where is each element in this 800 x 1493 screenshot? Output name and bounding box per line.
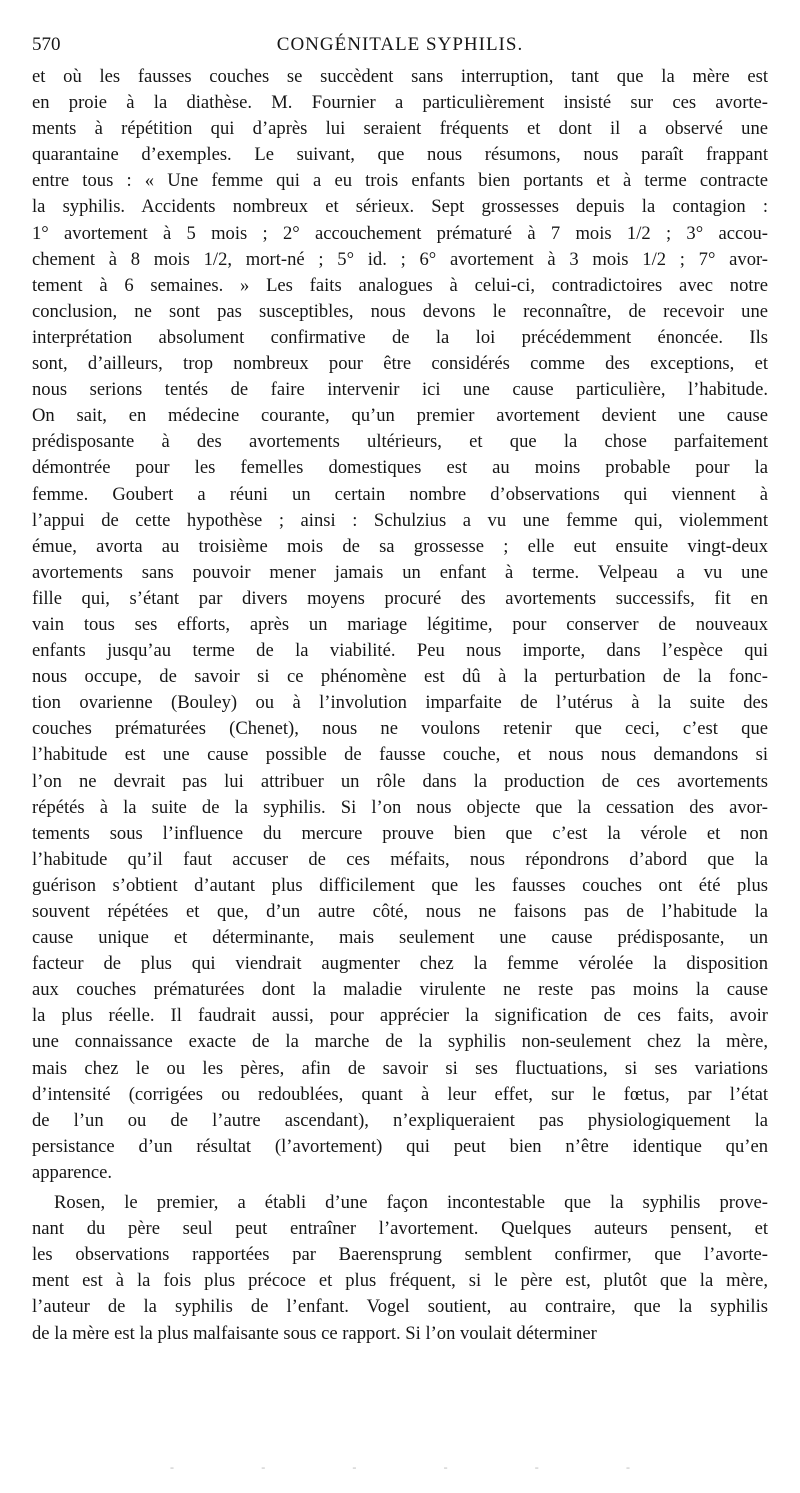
- footer-mark: -: [261, 1460, 266, 1474]
- text-line: la plus réelle. Il faudrait aussi, pour apprécier la signification de ces faits, avoir: [32, 1005, 768, 1027]
- body-text: [32, 64, 768, 1347]
- text-line: fille qui, s’étant par divers moyens procuré des avortements successifs, fit en: [32, 587, 768, 609]
- text-line: nant du père seul peut entraîner l’avortement. Quelques auteurs pensent, et: [32, 1218, 768, 1240]
- running-title: CONGÉNITALE SYPHILIS.: [276, 34, 524, 55]
- text-line: apparence.: [32, 1161, 112, 1183]
- text-line: cause unique et déterminante, mais seulement une cause prédisposante, un: [32, 927, 768, 949]
- text-line: tements sous l’influence du mercure prouve bien que c’est la vérole et non: [32, 822, 768, 844]
- text-line: tion ovarienne (Bouley) ou à l’involution imparfaite de l’utérus à la suite des: [32, 692, 768, 714]
- footer-mark: -: [170, 1460, 174, 1474]
- page-number: 570: [32, 34, 61, 55]
- text-line: démontrée pour les femelles domestiques est au moins probable pour la: [32, 457, 768, 479]
- text-line: les observations rapportées par Baerensprung semblent confirmer, que l’avorte-: [32, 1244, 768, 1266]
- text-line: prédisposante à des avortements ultérieurs, et que la chose parfaitement: [32, 431, 768, 453]
- text-line: 1° avortement à 5 mois ; 2° accouchement prématuré à 7 mois 1/2 ; 3° accou-: [32, 222, 768, 244]
- text-line: l’on ne devrait pas lui attribuer un rôle dans la production de ces avortements: [32, 770, 768, 792]
- text-line: ments à répétition qui d’après lui seraient fréquents et dont il a observé une: [32, 118, 768, 140]
- paragraph: [32, 1190, 768, 1347]
- text-line: répétés à la suite de la syphilis. Si l’on nous objecte que la cessation des avor-: [32, 796, 768, 818]
- text-line: l’appui de cette hypothèse ; ainsi : Schulzius a vu une femme qui, violemment: [32, 509, 768, 531]
- text-line: On sait, en médecine courante, qu’un premier avortement devient une cause: [32, 405, 768, 427]
- footer-mark: -: [625, 1460, 630, 1474]
- text-line: ment est à la fois plus précoce et plus fréquent, si le père est, plutôt que la mère,: [32, 1270, 768, 1292]
- page-header: [32, 30, 768, 64]
- text-line: sont, d’ailleurs, trop nombreux pour être considérés comme des exceptions, et: [32, 353, 768, 375]
- footer-marks: [170, 1460, 630, 1475]
- text-line: couches prématurées (Chenet), nous ne voulons retenir que ceci, c’est que: [32, 718, 768, 740]
- text-line: l’auteur de la syphilis de l’enfant. Vogel soutient, au contraire, que la syphilis: [32, 1296, 768, 1318]
- text-line: entre tous : « Une femme qui a eu trois enfants bien portants et à terme contracte: [32, 170, 768, 192]
- text-line: souvent répétées et que, d’un autre côté, nous ne faisons pas de l’habitude la: [32, 901, 768, 922]
- text-line: de l’un ou de l’autre ascendant), n’expliqueraient pas physiologiquement la: [32, 1109, 768, 1131]
- text-line: femme. Goubert a réuni un certain nombre d’observations qui viennent à: [32, 483, 768, 505]
- text-line: l’habitude qu’il faut accuser de ces méfaits, nous répondrons d’abord que la: [32, 848, 768, 870]
- text-line: de la mère est la plus malfaisante sous ce rapport. Si l’on voulait déterminer: [32, 1322, 597, 1344]
- paragraph: [32, 64, 768, 1186]
- text-line: nous occupe, de savoir si ce phénomène est dû à la perturbation de la fonc-: [32, 666, 768, 688]
- text-line: tement à 6 semaines. » Les faits analogues à celui-ci, contradictoires avec notre: [32, 274, 768, 296]
- text-line: vain tous ses efforts, après un mariage légitime, pour conserver de nouveaux: [32, 613, 768, 635]
- text-line: et où les fausses couches se succèdent sans interruption, tant que la mère est: [32, 66, 768, 87]
- text-line: l’habitude est une cause possible de fausse couche, et nous nous demandons si: [32, 744, 768, 766]
- book-page: [32, 30, 768, 1347]
- footer-mark: -: [352, 1460, 357, 1474]
- text-line: d’intensité (corrigées ou redoublées, quant à leur effet, sur le fœtus, par l’état: [32, 1083, 768, 1105]
- text-line: guérison s’obtient d’autant plus difficilement que les fausses couches ont été plus: [32, 874, 768, 896]
- text-line: Rosen, le premier, a établi d’une façon incontestable que la syphilis prove-: [54, 1192, 768, 1214]
- text-line: mais chez le ou les pères, afin de savoir si ses fluctuations, si ses variations: [32, 1057, 768, 1079]
- text-line: conclusion, ne sont pas susceptibles, nous devons le reconnaître, de recevoir une: [32, 300, 768, 322]
- text-line: facteur de plus qui viendrait augmenter chez la femme vérolée la disposition: [32, 953, 768, 975]
- text-line: une connaissance exacte de la marche de la syphilis non-seulement chez la mère,: [32, 1031, 768, 1053]
- text-line: interprétation absolument confirmative de la loi précédemment énoncée. Ils: [32, 326, 768, 348]
- footer-mark: -: [534, 1460, 539, 1474]
- text-line: quarantaine d’exemples. Le suivant, que nous résumons, nous paraît frappant: [32, 144, 768, 166]
- text-line: émue, avorta au troisième mois de sa grossesse ; elle eut ensuite vingt-deux: [32, 535, 768, 557]
- text-line: la syphilis. Accidents nombreux et sérieux. Sept grossesses depuis la contagion :: [32, 196, 768, 218]
- text-line: aux couches prématurées dont la maladie virulente ne reste pas moins la cause: [32, 979, 768, 1001]
- text-line: en proie à la diathèse. M. Fournier a particulièrement insisté sur ces avorte-: [32, 92, 768, 114]
- text-line: chement à 8 mois 1/2, mort-né ; 5° id. ; 6° avortement à 3 mois 1/2 ; 7° avor-: [32, 248, 768, 270]
- footer-mark: -: [443, 1460, 448, 1474]
- text-line: enfants jusqu’au terme de la viabilité. Peu nous importe, dans l’espèce qui: [32, 640, 768, 662]
- text-line: nous serions tentés de faire intervenir ici une cause particulière, l’habitude.: [32, 379, 768, 401]
- text-line: persistance d’un résultat (l’avortement) qui peut bien n’être identique qu’en: [32, 1135, 768, 1157]
- text-line: avortements sans pouvoir mener jamais un enfant à terme. Velpeau a vu une: [32, 561, 768, 583]
